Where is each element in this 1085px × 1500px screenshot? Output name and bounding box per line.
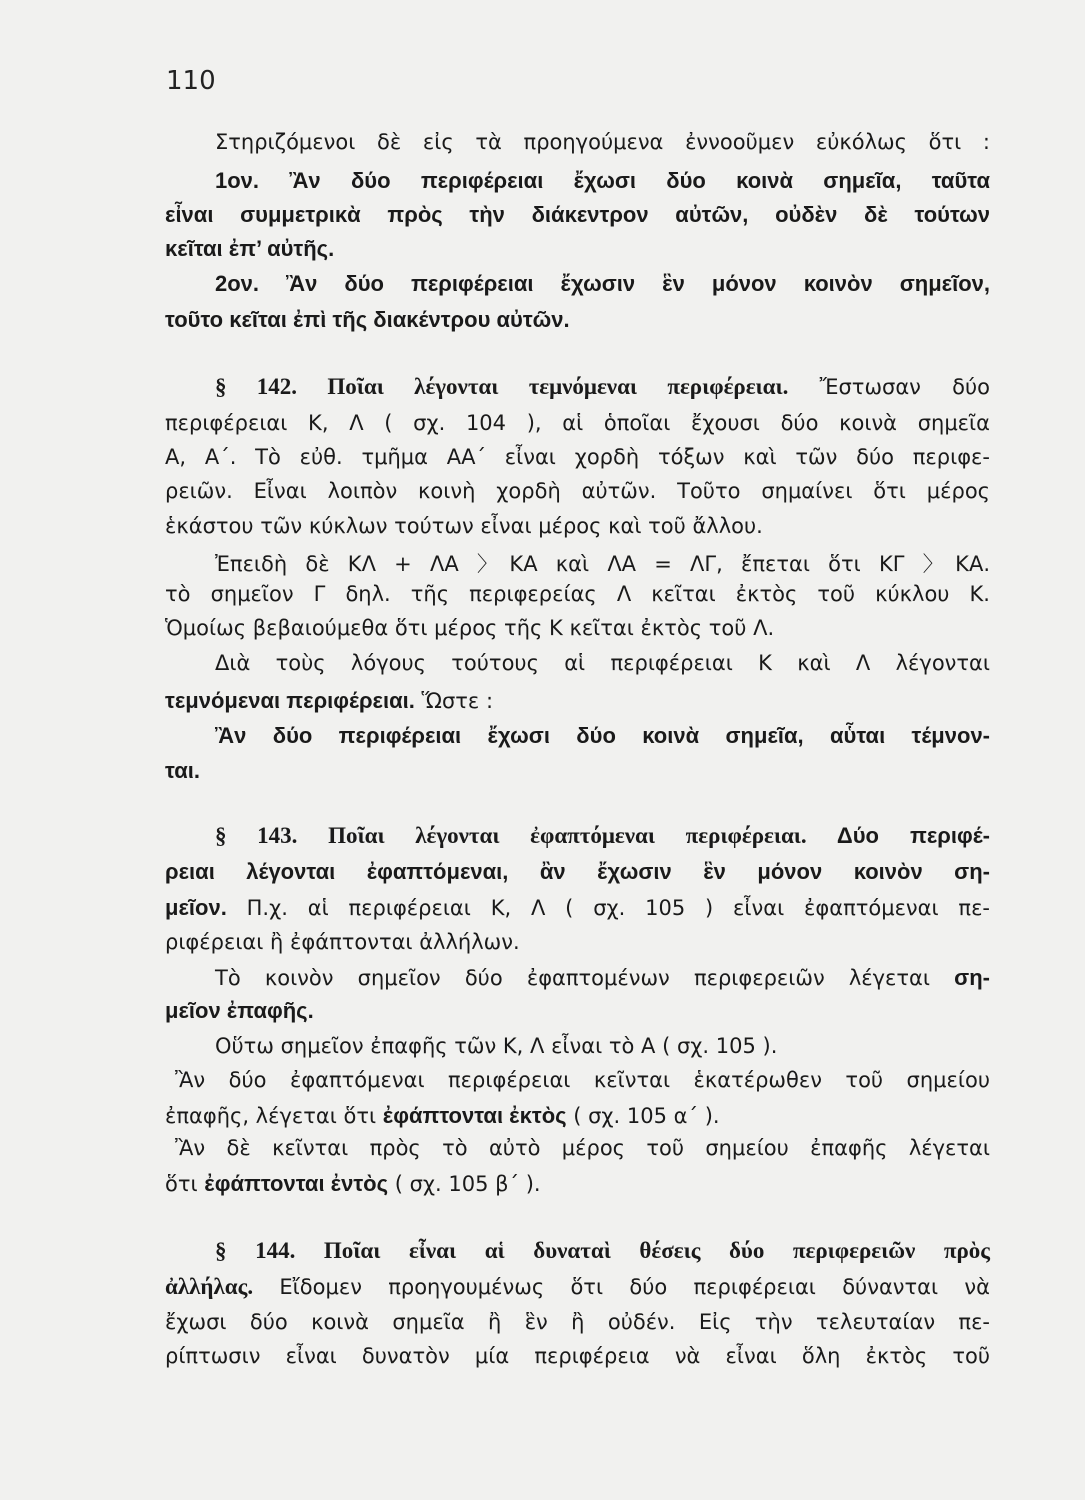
text-segment: Ὥστε : <box>414 689 494 713</box>
bold-text: ρειαι λέγονται ἐφαπτόμεναι, ἂν ἔχωσιν ἓν μόνον κοινὸν ση- <box>165 859 990 884</box>
section-heading: § 144. Ποῖαι εἶναι αἱ δυναταὶ θέσεις δύο περιφερειῶν πρὸς <box>215 1238 990 1263</box>
text-segment: Εἴδομεν προηγουμένως ὅτι δύο περιφέρειαι δύνανται νὰ <box>253 1275 990 1299</box>
text-line <box>215 823 990 853</box>
text-segment: Οὕτω σημεῖον ἐπαφῆς τῶν Κ, Λ εἶναι τὸ Α ( σχ. 105 ). <box>215 1034 778 1058</box>
text-line <box>165 479 990 509</box>
bold-text: 2ον. Ἂν δύο περιφέρειαι ἔχωσιν ἓν μόνον κοινὸν σημεῖον, <box>215 271 990 296</box>
bold-text: ἐφάπτονται ἐκτὸς <box>382 1103 567 1128</box>
section-heading: § 142. Ποῖαι λέγονται τεμνόμεναι περιφέρειαι. <box>215 374 789 399</box>
text-line <box>215 374 990 404</box>
text-line <box>165 998 990 1028</box>
text-segment: Ἔστωσαν δύο <box>788 375 990 399</box>
text-segment: Στηριζόμενοι δὲ εἰς τὰ προηγούμενα ἐννοοῦμεν εὐκόλως ὅτι : <box>215 130 990 154</box>
text-line <box>165 514 990 544</box>
bold-text: τεμνόμεναι περιφέρειαι. <box>165 688 415 713</box>
text-line <box>215 723 990 753</box>
text-line <box>165 307 990 337</box>
text-segment: Ἂν δὲ κεῖνται πρὸς τὸ αὐτὸ μέρος τοῦ σημείου ἐπαφῆς λέγεται <box>175 1136 990 1160</box>
text-line <box>165 616 990 646</box>
text-line <box>165 1274 990 1304</box>
text-line <box>165 1171 990 1201</box>
bold-text: ἐφάπτονται ἐντὸς <box>204 1171 389 1196</box>
text-line <box>165 688 990 718</box>
text-segment: ὅτι <box>165 1172 205 1196</box>
text-segment: Διὰ τοὺς λόγους τούτους αἱ περιφέρειαι Κ καὶ Λ λέγονται <box>215 651 990 675</box>
text-segment: ἐπαφῆς, λέγεται ὅτι <box>165 1104 383 1128</box>
text-line <box>215 1034 990 1064</box>
text-line <box>165 758 990 788</box>
text-line <box>165 930 990 960</box>
text-line <box>165 236 990 266</box>
text-line <box>165 1310 990 1340</box>
text-segment: Ἐπειδὴ δὲ ΚΛ + ΛΑ 〉ΚΑ καὶ ΛΑ = ΛΓ, ἔπεται ὅτι ΚΓ 〉ΚΑ. <box>215 552 990 576</box>
text-line <box>165 895 990 925</box>
bold-text: κεῖται ἐπ’ αὐτῆς. <box>165 236 335 261</box>
text-line <box>215 965 990 995</box>
text-segment: Π.χ. αἱ περιφέρειαι Κ, Λ ( σχ. 105 ) εἶναι ἐφαπτόμεναι πε- <box>226 896 990 920</box>
text-segment: ρίπτωσιν εἶναι δυνατὸν μία περιφέρεια νὰ εἶναι ὅλη ἐκτὸς τοῦ <box>165 1344 990 1368</box>
text-line <box>215 1238 990 1268</box>
text-line <box>215 130 990 160</box>
text-line <box>215 651 990 681</box>
text-line <box>165 445 990 475</box>
text-line <box>215 168 990 198</box>
text-segment: ( σχ. 105 α΄ ). <box>566 1104 720 1128</box>
text-segment: Ἂν δύο ἐφαπτόμεναι περιφέρειαι κεῖνται ἑκατέρωθεν τοῦ σημείου <box>175 1068 990 1092</box>
section-heading: § 143. Ποῖαι λέγονται ἐφαπτόμεναι περιφέρειαι. <box>215 823 807 848</box>
text-line <box>175 1136 990 1166</box>
section-heading: ἀλλήλας. <box>165 1274 254 1299</box>
text-line <box>215 548 990 578</box>
text-segment: Τὸ κοινὸν σημεῖον δύο ἐφαπτομένων περιφερειῶν λέγεται <box>215 966 955 990</box>
text-line <box>215 271 990 301</box>
text-segment: ( σχ. 105 β΄ ). <box>388 1172 541 1196</box>
text-line <box>165 1344 990 1374</box>
bold-text: μεῖον ἐπαφῆς. <box>165 998 314 1023</box>
text-line <box>165 411 990 441</box>
text-line <box>165 1103 990 1133</box>
text-line <box>175 1068 990 1098</box>
bold-text: ται. <box>165 758 200 783</box>
bold-text: ση- <box>954 965 990 990</box>
bold-text: 1ον. Ἂν δύο περιφέρειαι ἔχωσι δύο κοινὰ σημεῖα, ταῦτα <box>215 168 990 193</box>
bold-text: Δύο περιφέ- <box>806 823 990 848</box>
text-segment: ἑκάστου τῶν κύκλων τούτων εἶναι μέρος καὶ τοῦ ἄλλου. <box>165 514 763 538</box>
text-segment: ριφέρειαι ἢ ἐφάπτονται ἀλλήλων. <box>165 930 520 954</box>
text-segment: Α, Α΄. Τὸ εὐθ. τμῆμα ΑΑ΄ εἶναι χορδὴ τόξων καὶ τῶν δύο περιφε- <box>165 445 990 469</box>
bold-text: Ἂν δύο περιφέρειαι ἔχωσι δύο κοινὰ σημεῖα, αὗται τέμνον- <box>215 723 990 748</box>
text-segment: περιφέρειαι Κ, Λ ( σχ. 104 ), αἱ ὁποῖαι ἔχουσι δύο κοινὰ σημεῖα <box>165 411 990 435</box>
bold-text: εἶναι συμμετρικὰ πρὸς τὴν διάκεντρον αὐτῶν, οὐδὲν δὲ τούτων <box>165 202 990 227</box>
text-line <box>165 582 990 612</box>
text-segment: ἔχωσι δύο κοινὰ σημεῖα ἢ ἓν ἢ οὐδέν. Εἰς τὴν τελευταίαν πε- <box>165 1310 990 1334</box>
text-segment: Ὁμοίως βεβαιούμεθα ὅτι μέρος τῆς Κ κεῖται ἐκτὸς τοῦ Λ. <box>165 616 775 640</box>
text-segment: τὸ σημεῖον Γ δηλ. τῆς περιφερείας Λ κεῖται ἐκτὸς τοῦ κύκλου Κ. <box>165 582 990 606</box>
text-line <box>165 859 990 889</box>
page-number: 110 <box>166 66 216 96</box>
bold-text: τοῦτο κεῖται ἐπὶ τῆς διακέντρου αὐτῶν. <box>165 307 570 332</box>
bold-text: μεῖον. <box>165 895 227 920</box>
text-segment: ρειῶν. Εἶναι λοιπὸν κοινὴ χορδὴ αὐτῶν. Τοῦτο σημαίνει ὅτι μέρος <box>165 479 990 503</box>
text-line <box>165 202 990 232</box>
